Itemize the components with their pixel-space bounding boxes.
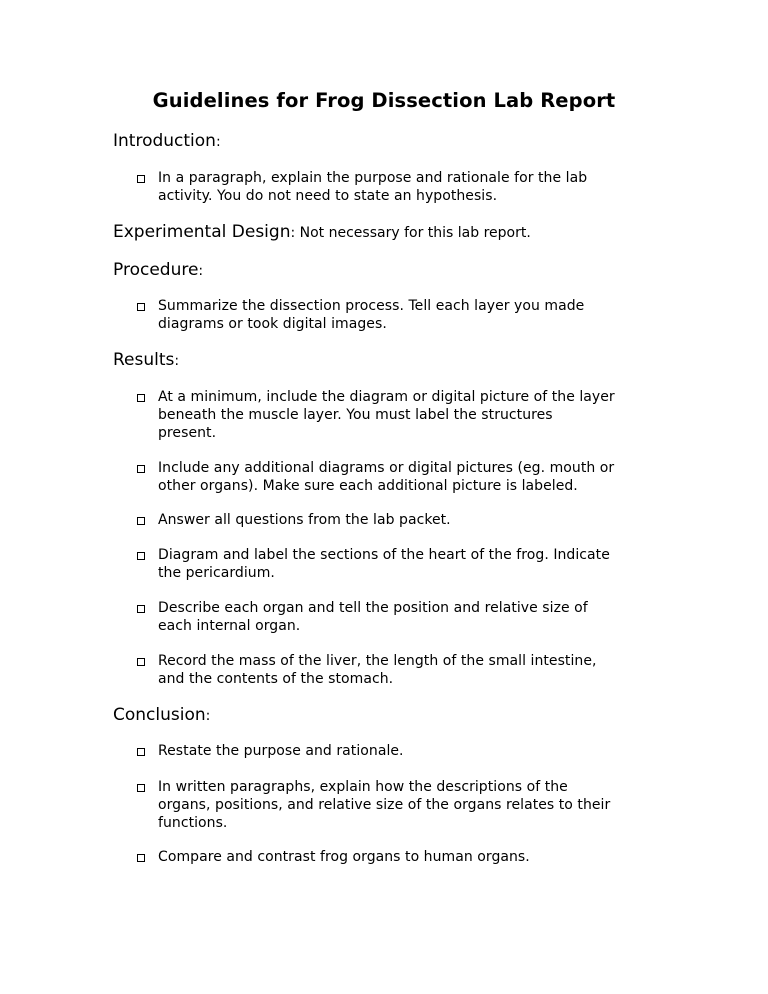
heading-procedure-suffix: : [198,263,204,279]
checkbox-bullet-icon [137,175,145,183]
list-item-text [158,599,658,635]
checkbox-bullet-icon [137,605,145,613]
checkbox-bullet-icon [137,465,145,473]
list-item-line: In a paragraph, explain the purpose and rationale for the lab [158,170,588,186]
heading-introduction [113,130,221,153]
list-item-line: the pericardium. [158,565,275,581]
list-item-line: Restate the purpose and rationale. [158,743,404,759]
list-item-line: At a minimum, include the diagram or digital picture of the layer [158,389,615,405]
list-item-text [158,778,658,832]
heading-experimental-design-note: : Not necessary for this lab report. [290,225,531,241]
checkbox-bullet-icon [137,748,145,756]
heading-experimental-design [113,221,531,244]
heading-conclusion-label: Conclusion [113,705,206,725]
heading-introduction-suffix: : [215,134,221,150]
heading-procedure [113,259,203,282]
list-item-line: present. [158,425,217,441]
list-item-text [158,652,658,688]
list-item-text [158,511,658,529]
list-item-line: and the contents of the stomach. [158,671,394,687]
list-item-line: Record the mass of the liver, the length of the small intestine, [158,653,597,669]
heading-results [113,349,179,372]
list-item-line: In written paragraphs, explain how the descriptions of the [158,779,568,795]
checkbox-bullet-icon [137,552,145,560]
list-item-text [158,169,658,205]
heading-experimental-design-label: Experimental Design [113,222,291,242]
list-item-text [158,546,658,582]
list-item-line: Include any additional diagrams or digital pictures (eg. mouth or [158,460,615,476]
heading-results-suffix: : [174,353,180,369]
list-item-line: beneath the muscle layer. You must label the structures [158,407,553,423]
heading-conclusion-suffix: : [205,708,211,724]
list-item-line: Describe each organ and tell the position and relative size of [158,600,588,616]
list-item-line: Diagram and label the sections of the heart of the frog. Indicate [158,547,610,563]
checkbox-bullet-icon [137,517,145,525]
document-title: Guidelines for Frog Dissection Lab Report [152,89,616,112]
list-item-line: Compare and contrast frog organs to human organs. [158,849,530,865]
heading-introduction-label: Introduction [113,131,216,151]
heading-results-label: Results [113,350,175,370]
list-item-line: other organs). Make sure each additional picture is labeled. [158,478,578,494]
list-item-line: diagrams or took digital images. [158,316,387,332]
checkbox-bullet-icon [137,658,145,666]
list-item-line: organs, positions, and relative size of the organs relates to their [158,797,611,813]
list-item-text [158,848,658,866]
checkbox-bullet-icon [137,784,145,792]
heading-conclusion [113,704,210,727]
list-item-line: activity. You do not need to state an hypothesis. [158,188,498,204]
heading-procedure-label: Procedure [113,260,199,280]
list-item-text [158,297,658,333]
checkbox-bullet-icon [137,854,145,862]
checkbox-bullet-icon [137,394,145,402]
list-item-line: functions. [158,815,228,831]
list-item-line: Summarize the dissection process. Tell each layer you made [158,298,585,314]
checkbox-bullet-icon [137,303,145,311]
list-item-text [158,742,658,760]
list-item-text [158,388,658,442]
list-item-text [158,459,658,495]
list-item-line: Answer all questions from the lab packet. [158,512,451,528]
list-item-line: each internal organ. [158,618,301,634]
